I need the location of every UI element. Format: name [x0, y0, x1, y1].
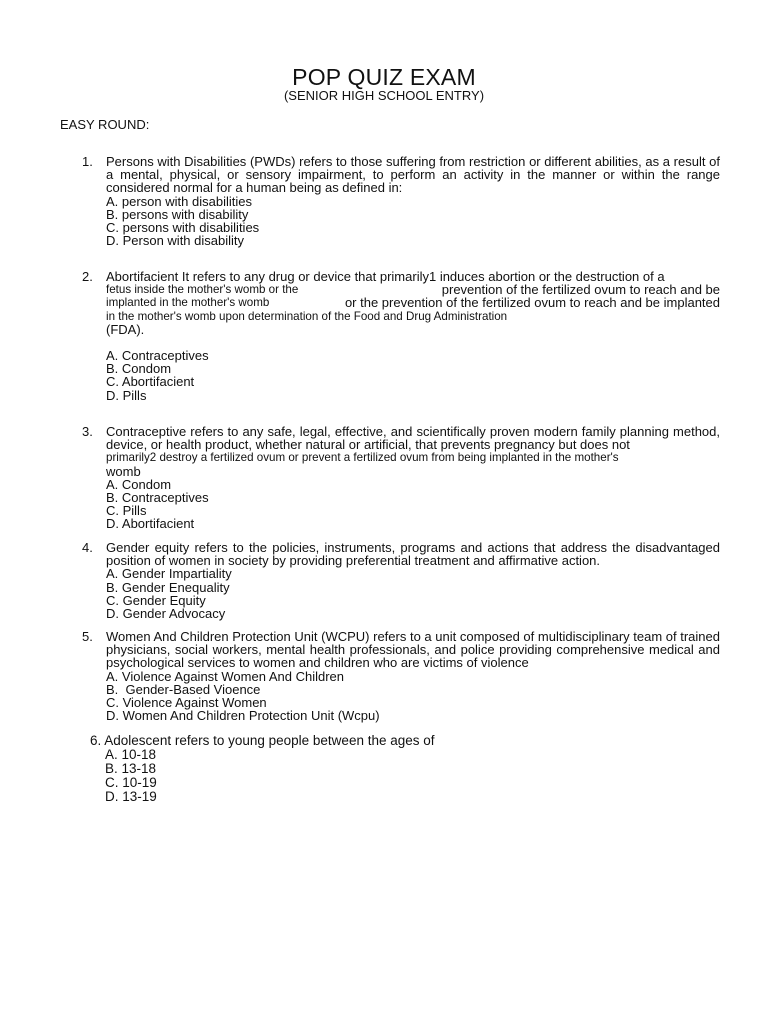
- option-a: A. Gender Impartiality: [106, 566, 232, 582]
- question-2: [83, 270, 720, 402]
- question-text-fragment: implanted in the mother's womb: [106, 296, 270, 310]
- question-text: [90, 734, 435, 748]
- option-a: A. Contraceptives: [106, 348, 209, 364]
- option-c: C. Gender Equity: [106, 592, 206, 608]
- option-c: C. persons with disabilities: [106, 220, 260, 236]
- question-text-fragment: prevention of the fertilized ovum to reach and be: [441, 282, 720, 298]
- option-b: B. Contraceptives: [106, 490, 209, 506]
- page-subtitle: (SENIOR HIGH SCHOOL ENTRY): [283, 88, 485, 103]
- option-c: C. 10-19: [105, 775, 157, 790]
- question-1: [83, 155, 720, 247]
- question-number: 1.: [82, 154, 93, 169]
- option-a: A. person with disabilities: [106, 193, 252, 209]
- round-label: EASY ROUND:: [60, 117, 150, 132]
- option-b: B. Gender-Based Vioence: [106, 681, 261, 697]
- question-number: 5.: [82, 629, 93, 644]
- option-d: D. Women And Children Protection Unit (Wcpu): [106, 708, 380, 724]
- question-text-line-3: womb: [106, 463, 141, 479]
- question-number: 2.: [82, 269, 93, 284]
- question-text-fragment: fetus inside the mother's womb or the: [106, 283, 299, 297]
- question-number: 3.: [82, 424, 93, 439]
- option-b: B. 13-18: [105, 761, 157, 776]
- option-d: D. Gender Advocacy: [106, 606, 226, 622]
- option-c: C. Pills: [106, 503, 147, 519]
- question-text-line-5: (FDA).: [106, 321, 145, 337]
- option-a: A. 10-18: [105, 747, 157, 762]
- question-number: 4.: [82, 540, 93, 555]
- question-text-line-3: [106, 296, 720, 309]
- question-5: [83, 630, 720, 722]
- question-text-fragment: or the prevention of the fertilized ovum to reach and be implanted: [344, 295, 720, 311]
- option-c: C. Abortifacient: [106, 374, 195, 390]
- question-text-line-1: Contraceptive refers to any safe, legal, effective, and scientifically proven modern family planning method, device, or health product, whether natural or artificial, that prevents pregnancy but does not: [106, 424, 720, 453]
- page-title: POP QUIZ EXAM: [292, 64, 476, 90]
- option-b: B. persons with disability: [106, 206, 249, 222]
- question-text-line-4: in the mother's womb upon determination of the Food and Drug Administration: [106, 309, 508, 323]
- question-text-line-1: Abortifacient It refers to any drug or device that primarily1 induces abortion or the destruction of a: [106, 269, 665, 284]
- option-d: D. Pills: [106, 387, 147, 403]
- question-text: Persons with Disabilities (PWDs) refers to those suffering from restriction or different abilities, as a result of a mental, physical, or sensory impairment, to perform an activity in the manner or within the range considered normal for a human being as defined in:: [106, 154, 720, 196]
- option-d: D. Abortifacient: [106, 516, 195, 532]
- question-4: [83, 541, 720, 620]
- option-d: D. Person with disability: [106, 233, 244, 249]
- question-6: [90, 734, 435, 804]
- option-c: C. Violence Against Women: [106, 695, 267, 711]
- option-a: A. Violence Against Women And Children: [106, 668, 344, 684]
- option-b: B. Gender Enequality: [106, 579, 230, 595]
- question-number: 6.: [90, 733, 102, 748]
- question-text: Gender equity refers to the policies, instruments, programs and actions that address the disadvantaged position of women in society by providing preferential treatment and affirmative action.: [106, 540, 720, 569]
- option-a: A. Condom: [106, 476, 172, 492]
- question-text: Women And Children Protection Unit (WCPU) refers to a unit composed of multidisciplinary team of trained physicians, social workers, mental health professionals, and police providing comprehensive medical and psychological services to women and children who are victims of violence: [106, 629, 720, 671]
- option-b: B. Condom: [106, 361, 172, 377]
- question-text-line-2: primarily2 destroy a fertilized ovum or prevent a fertilized ovum from being implanted in the mother's: [106, 451, 619, 465]
- question-text-body: Adolescent refers to young people between the ages of: [104, 733, 435, 748]
- question-3: [83, 425, 720, 531]
- option-d: D. 13-19: [105, 789, 157, 804]
